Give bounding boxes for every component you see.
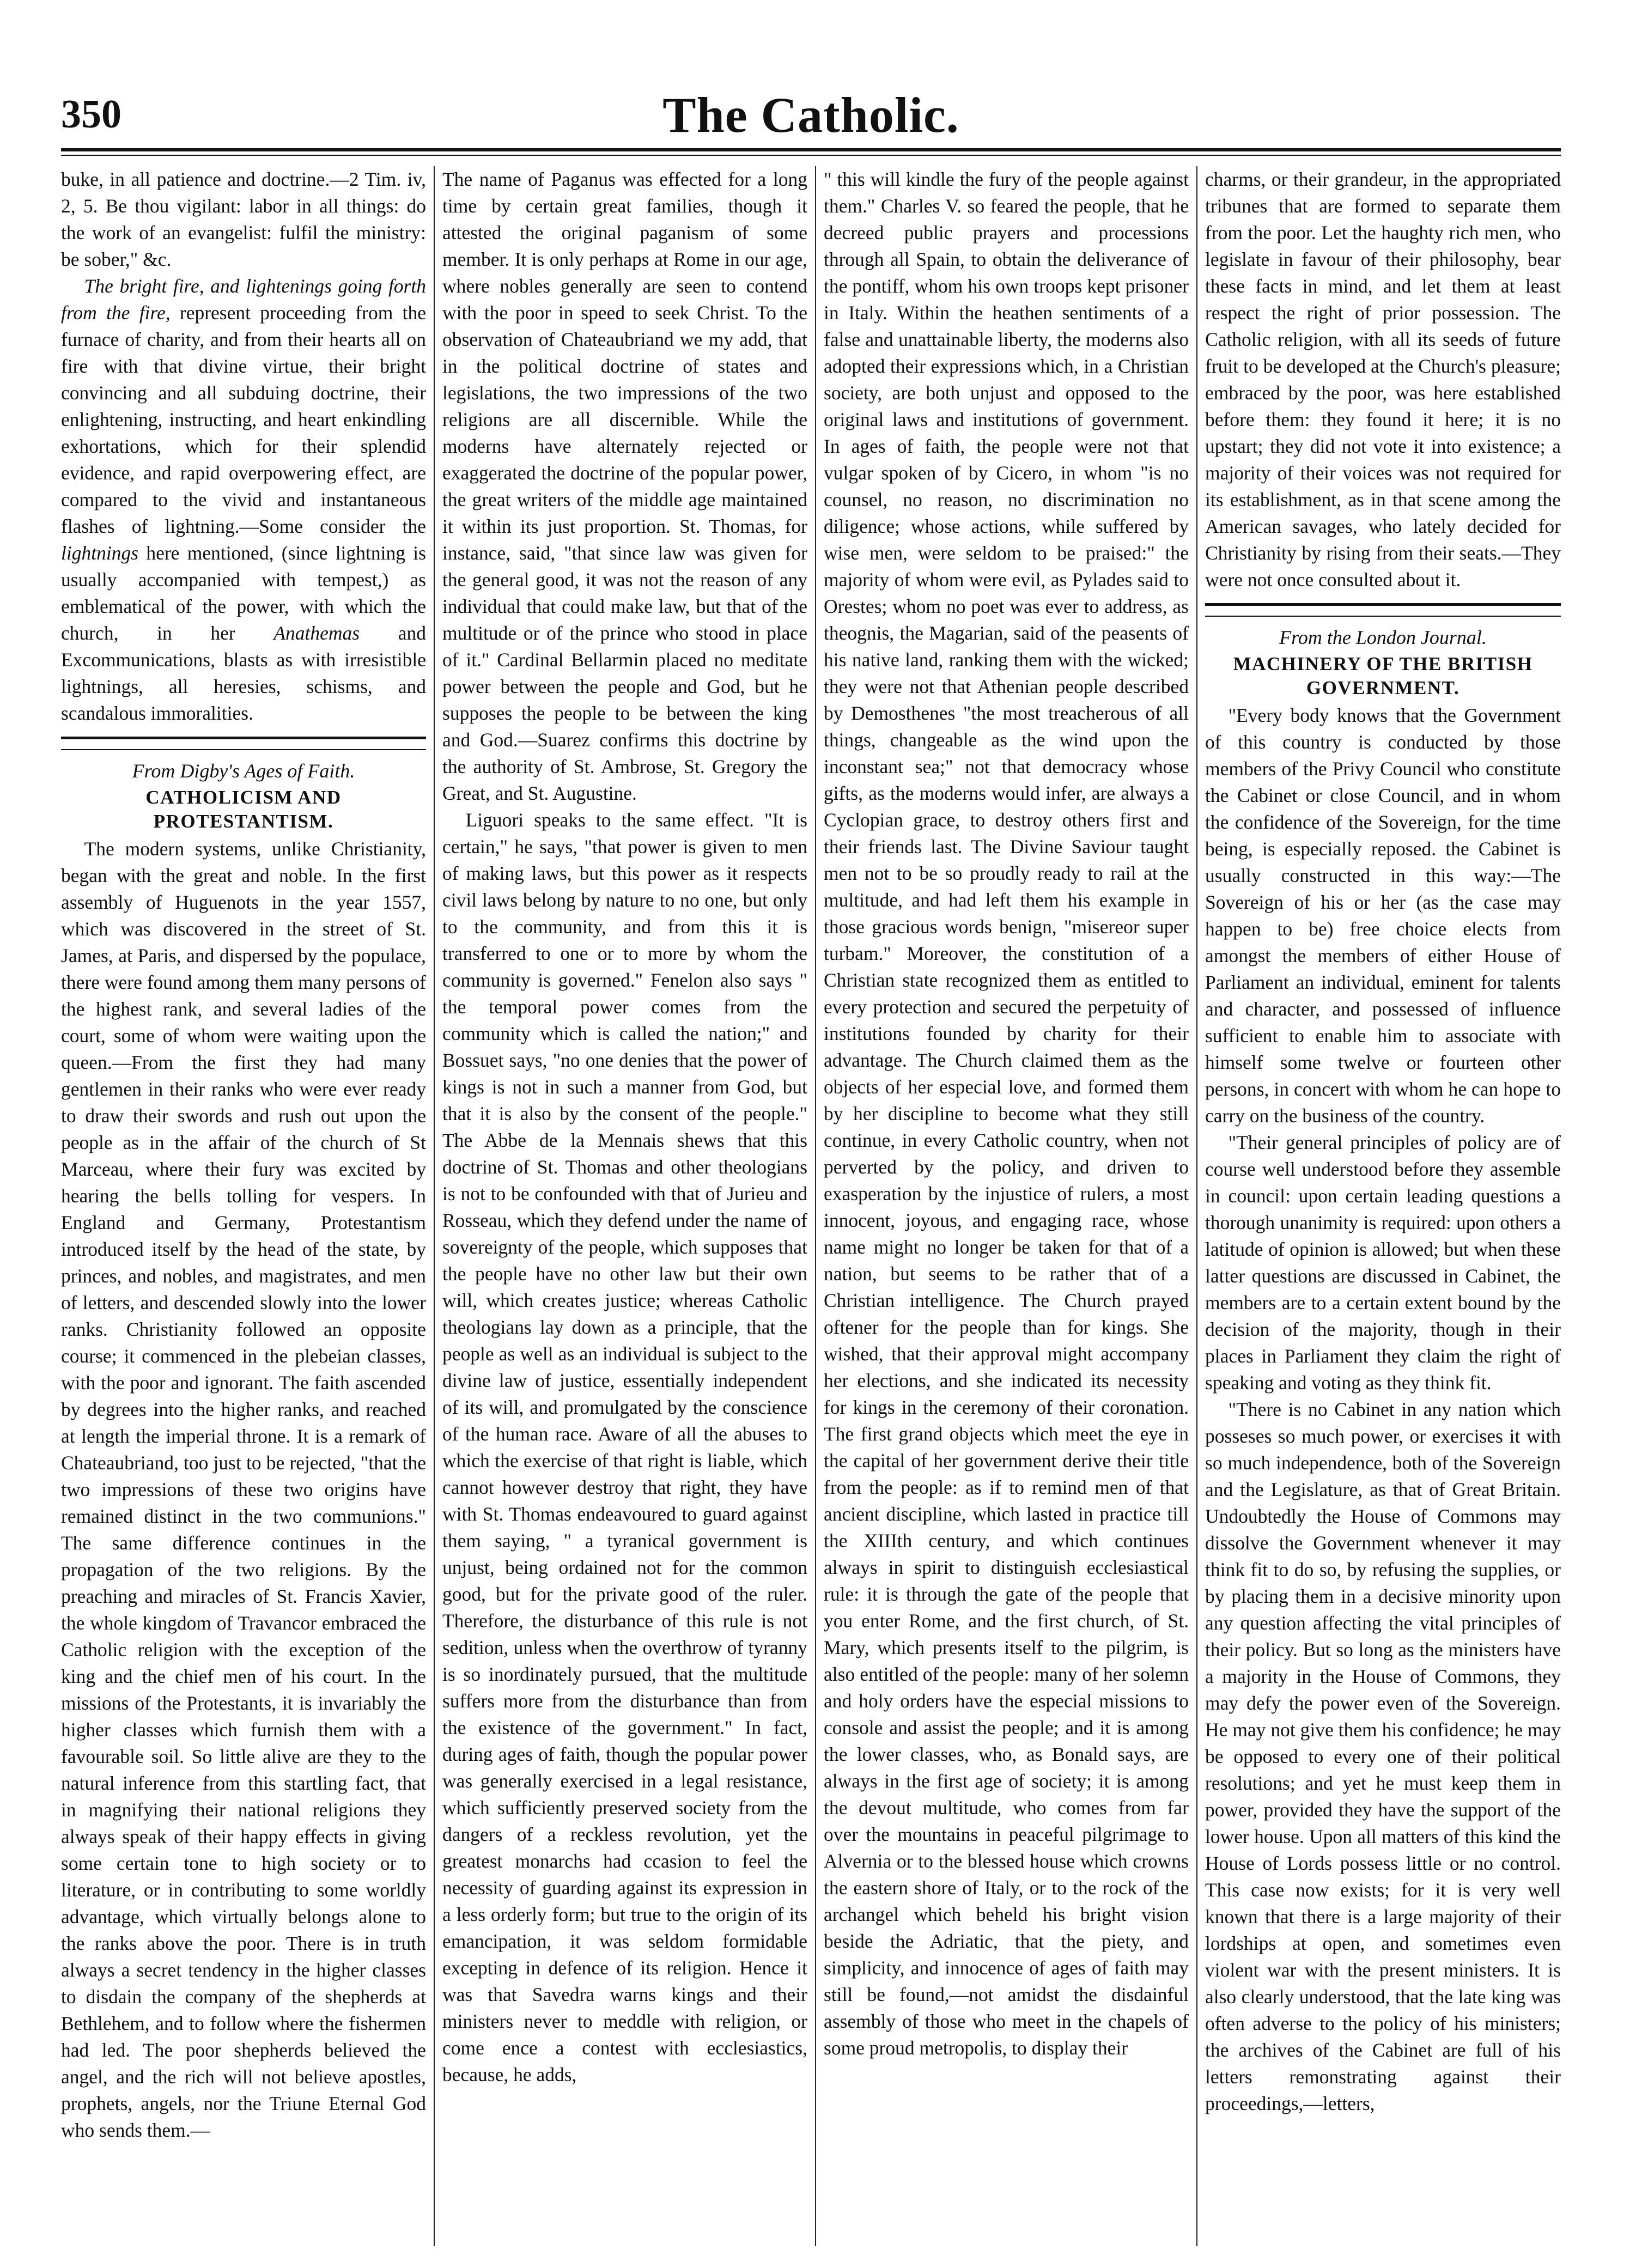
- article-source: From the London Journal.: [1279, 627, 1487, 648]
- col1-p2-emphasis-3: Anathemas: [273, 622, 360, 644]
- col2-paragraph-2: Liguori speaks to the same effect. "It is certain," he says, "that power is given to men of making laws, but this power as it respects civil laws belong by nature to no one, but only to the community, and from this it is transferred to one or to more by whom the community is governed." Fenelon also says " the temporal power comes from the community which is called the nation;" and Bossuet says, "no one denies that the power of kings is not in such a manner from God, but that it is also by the consent of the people." The Abbe de la Mennais shews that this doctrine of St. Thomas and other theologians is not to be confounded with that of Jurieu and Rosseau, which they defend under the name of sovereignty of the people, which supposes that the people have no other law but their own will, which creates justice; whereas Catholic theologians lay down as a principle, that the people as well as an individual is subject to the divine law of justice, essentially independent of its will, and promulgated by the conscience of the human race. Aware of all the abuses to which the exercise of that right is liable, which cannot however destroy that right, they have with St. Thomas endeavoured to guard against them saying, " a tyranical government is unjust, being ordained not for the common good, but for the private good of the ruler. Therefore, the disturbance of this rule is not sedition, unless when the overthrow of tyranny is so inordinately pursued, that the multitude suffers more from the disturbance than from the existence of the government." In fact, during ages of faith, though the popular power was generally exercised in a legal resistance, which sufficiently preserved society from the dangers of a reckless revolution, yet the greatest monarchs had ccasion to feel the necessity of guarding against its expression in a less orderly form; but true to the origin of its emancipation, it was seldom formidable excepting in defence of its religion. Hence it was that Savedra warns kings and their ministers never to meddle with religion, or come ence a contest with ecclesiastics, because, he adds,: [442, 809, 807, 2085]
- column-divider: [815, 166, 816, 2246]
- col3-paragraph-1: " this will kindle the fury of the people against them." Charles V. so feared the people, that he decreed public prayers and processions through all Spain, to obtain the deliverance of the pontiff, whom his own troops kept prisoner in Italy. Within the heathen sentiments of a false and unattainable liberty, the moderns also adopted their expressions which, in a Christian society, are both unjust and opposed to the original laws and institutions of government. In ages of faith, the people were not that vulgar spoken of by Cicero, in whom "is no counsel, no reason, no discrimination no diligence; whose actions, while suffered by wise men, were seldom to be praised:" the majority of whom were evil, as Pylades said to Orestes; whom no poet was ever to address, as theognis, the Magarian, said of the peasents of his native land, ranking them with the wicked; they were not that Athenian people described by Demosthenes "the most treacherous of all things, changeable as the wind upon the inconstant sea;" not that democracy whose gifts, as the moderns would infer, are always a Cyclopian grace, to destroy others first and their friends last. The Divine Saviour taught men not to be so proudly ready to rail at the multitude, and had left them his example in those gracious words benign, "misereor super turbam." Moreover, the constitution of a Christian state recognized them as entitled to every protection and secured the perpetuity of institutions founded by charity for their advantage. The Church claimed them as the objects of her especial love, and formed them by her discipline to become what they still continue, in every Catholic country, when not perverted by the policy, and driven to exasperation by the injustice of rulers, a most innocent, joyous, and engaging race, whose name might no longer be taken for that of a nation, but seems to be rather that of a Christian intelligence. The Church prayed oftener for the people than for kings. She wished, that their approval might accompany her elections, and she indicated its necessity for kings in the ceremony of their coronation. The first grand objects which meet the eye in the capital of her government derive their title from the people: as if to remind men of that ancient discipline, which lasted in practice till the XIIIth century, and which continues always in spirit to distinguish ecclesiastical rule: it is through the gate of the people that you enter Rome, and the first church, of St. Mary, which presents itself to the pilgrim, is also entitled of the people: many of her solemn and holy orders have the especial missions to console and assist the people; and it is among the lower classes, who, as Bonald says, are always in the first age of society; it is among the devout multitude, who comes from far over the mountains in peaceful pilgrimage to Alvernia or to the blessed house which crowns the eastern shore of Italy, or to the rock of the archangel which beheld his bright vision beside the Adriatic, that the piety, and simplicity, and innocence of ages of faith may still be found,—not amidst the disdainful assembly of those who meet in the chapels of some proud metropolis, to display their: [824, 168, 1189, 2059]
- column-1: [61, 166, 426, 2246]
- col1-paragraph-2: [61, 273, 426, 727]
- column-divider: [1196, 166, 1197, 2246]
- article-headline: CATHOLICISM AND PROTESTANTISM.: [145, 787, 342, 832]
- col1-paragraph-3: The modern systems, unlike Christianity, began with the great and noble. In the first assembly of Huguenots in the year 1557, which was discovered in the street of St. James, at Paris, and dispersed by the populace, there were found among them many persons of the highest rank, and several ladies of the court, some of whom were waiting upon the queen.—From the first they had many gentlemen in their ranks who were ever ready to draw their swords and rush out upon the people as in the affair of the church of St Marceau, where their fury was excited by hearing the bells tolling for vespers. In England and Germany, Protestantism introduced itself by the head of the state, by princes, and nobles, and magistrates, and men of letters, and descended slowly into the lower ranks. Christianity followed an opposite course; it commenced in the plebeian classes, with the poor and ignorant. The faith ascended by degrees into the higher ranks, and reached at length the imperial throne. It is a remark of Chateaubriand, too just to be rejected, "that the two impressions of these two origins have remained distinct in the two communions." The same difference continues in the propagation of the two religions. By the preaching and miracles of St. Francis Xavier, the whole kingdom of Travancor embraced the Catholic religion with the exception of the king and the chief men of his court. In the missions of the Protestants, it is invariably the higher classes which furnish them with a favourable soil. So little alive are they to the natural inference from this startling fact, that in magnifying their national religions they always speak of their happy effects in giving some certain tone to high society or to literature, or in contributing to some worldly advantage, which virtually belongs alone to the ranks above the poor. There is in truth always a secret tendency in the higher classes to disdain the company of the shepherds at Bethlehem, and to follow where the fishermen had led. The poor shepherds believed the angel, and the rich will not believe apostles, prophets, angels, nor the Triune Eternal God who sends them.—: [61, 838, 426, 2141]
- page-number: 350: [61, 92, 121, 137]
- col2-paragraph-1: The name of Paganus was effected for a long time by certain great families, though it attested the original paganism of some member. It is only perhaps at Rome in our age, where nobles generally are seen to contend with the poor in speed to seek Christ. To the observation of Chateaubriand we my add, that in the political doctrine of states and legislations, the two impressions of the two religions are all discernible. While the moderns have alternately rejected or exaggerated the doctrine of the popular power, the great writers of the middle age maintained it within its just proportion. St. Thomas, for instance, said, "that since law was given for the general good, it was not the reason of any individual that could make law, but that of the multitude or of the prince who stood in place of it." Cardinal Bellarmin placed no meditate power between the people and God, but he supposes the people to be between the king and God.—Suarez confirms this doctrine by the authority of St. Ambrose, St. Gregory the Great, and St. Augustine.: [442, 168, 807, 804]
- col4-paragraph-1: charms, or their grandeur, in the appropriated tribunes that are formed to separate them from the poor. Let the haughty rich men, who legislate in favour of their philosophy, bear these facts in mind, and let them at least respect the right of prior possession. The Catholic religion, with all its seeds of future fruit to be developed at the Church's pleasure; embraced by the poor, was here established before them: they found it here; it is no upstart; they did not vote it into existence; a majority of their voices was not required for its establishment, as in that scene among the American savages, who lately decided for Christianity by rising from their seats.—They were not once consulted about it.: [1205, 168, 1561, 591]
- col4-paragraph-4: "There is no Cabinet in any nation which posseses so much power, or exercises it with so much independence, both of the Sovereign and the Legislature, as that of Great Britain. Undoubtedly the House of Commons may dissolve the Government whenever it may think fit to do so, by refusing the supplies, or by placing them in a decisive minority upon any question affecting the vital principles of their policy. But so long as the ministers have a majority in the House of Commons, they may defy the power even of the Sovereign. He may not give them his confidence; he may be opposed to every one of their political resolutions; and yet he must keep them in power, provided they have the support of the lower house. Upon all matters of this kind the House of Lords possess little or no control. This case now exists; for it is very well known that there is a large majority of their lordships at open, and sometimes even violent war with the present ministers. It is also clearly understood, that the late king was often adverse to the policy of his ministers; the archives of the Cabinet are full of his letters remonstrating against their proceedings,—letters,: [1205, 1399, 1561, 2114]
- header-rule-thin: [61, 155, 1561, 156]
- col4-paragraph-3: "Their general principles of policy are of course well understood before they assemble in council: upon certain leading questions a thorough unanimity is required: upon others a latitude of opinion is allowed; but when these latter questions are discussed in Cabinet, the members are to a certain extent bound by the decision of the majority, though in their places in Parliament they claim the right of speaking and voting as they think fit.: [1205, 1132, 1561, 1394]
- col1-p2-emphasis-2: lightnings: [61, 542, 139, 564]
- column-2: [442, 166, 807, 2246]
- article-headline: MACHINERY OF THE BRITISH GOVERNMENT.: [1233, 653, 1533, 698]
- article-source: From Digby's Ages of Faith.: [132, 760, 355, 782]
- header-rule: [61, 146, 1561, 159]
- section-separator: [1205, 603, 1561, 617]
- col4-paragraph-2: "Every body knows that the Government of this country is conducted by those members of the Privy Council who constitute the Cabinet or close Council, and in whom the confidence of the Sovereign, for the time being, is especially reposed. the Cabinet is usually constructed in this way:—The Sovereign of his or her (as the case may happen to be) free choice elects from amongst the members of either House of Parliament an individual, eminent for talents and character, and possessed of influence sufficient to enable him to associate with himself some twelve or fourteen other persons, in concert with whom he can hope to carry on the business of the country.: [1205, 704, 1561, 1127]
- column-4: [1205, 166, 1561, 2246]
- header-rule-thick: [61, 148, 1561, 151]
- masthead-title: The Catholic.: [662, 87, 959, 143]
- col1-p2-emphasis: The bright fire, and lightenings going forth from the fire,: [61, 275, 426, 324]
- article-columns: [61, 166, 1561, 2246]
- col1-p2-text: represent proceeding from the furnace of charity, and from their hearts all on fire with that divine virtue, their bright convincing and all subduing doctrine, their enlightening, instructing, and heart enkindling exhortations, which for their splendid evidence, and rapid overpowering effect, are compared to the vivid and instantaneous flashes of lightning.—Some consider the: [61, 302, 426, 537]
- col1-paragraph-1: buke, in all patience and doctrine.—2 Tim. iv, 2, 5. Be thou vigilant: labor in all things: do the work of an evangelist: fulfil the ministry: be sober," &c.: [61, 168, 426, 270]
- column-3: [824, 166, 1189, 2246]
- page-header: [61, 82, 1561, 142]
- section-separator: [61, 737, 426, 750]
- col1-p2-text-c: and Excommunications, blasts as with irresistible lightnings, all heresies, schisms, and scandalous immoralities.: [61, 622, 426, 724]
- col1-p2-text-b: here mentioned, (since lightning is usually accompanied with tempest,) as emblematical of the power, with which the church, in her: [61, 542, 426, 644]
- column-divider: [434, 166, 435, 2246]
